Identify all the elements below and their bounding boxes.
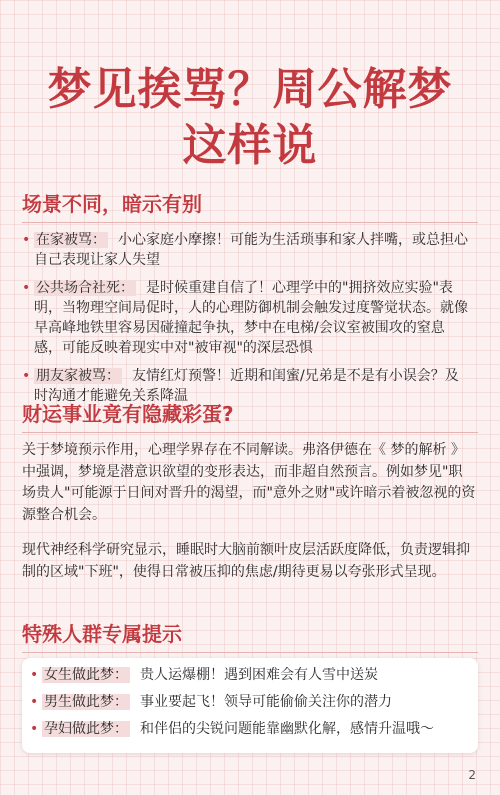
item-text: 事业要起飞！领导可能偷偷关注你的潜力 xyxy=(140,694,392,710)
list-item xyxy=(30,665,468,685)
section-heading-text: 场景不同，暗示有别 xyxy=(22,192,202,216)
section-heading-special-groups xyxy=(22,620,478,653)
section-heading-text: 财运事业竟有隐藏彩蛋? xyxy=(22,402,234,426)
item-key: 在家被骂： xyxy=(36,232,106,248)
title-line-1: 梦见挨骂？周公解梦 xyxy=(47,64,453,115)
bullet-dot-icon: • xyxy=(30,694,39,710)
page-number: 2 xyxy=(468,768,476,782)
section-heading-text: 特殊人群专属提示 xyxy=(22,622,182,646)
bullet-dot-icon: • xyxy=(22,368,31,384)
list-item xyxy=(30,692,468,712)
paragraph-freud: 关于梦境预示作用，心理学界存在不同解读。弗洛伊德在《 梦的解析 》中强调，梦境是潜意识欲望的变形表达，而非超自然预言。例如梦见"职场贵人"可能源于日间对晋升的渴望，而"意外之财"或许暗示着被忽视的资源整合机会。 xyxy=(22,442,476,523)
page-title xyxy=(0,62,500,174)
bullet-dot-icon: • xyxy=(22,232,31,248)
item-text: 友情红灯预警！近期和闺蜜/兄弟是不是有小误会？及时沟通才能避免关系降温 xyxy=(34,368,459,404)
item-text: 贵人运爆棚！遇到困难会有人雪中送炭 xyxy=(140,667,378,683)
item-text: 小心家庭小摩擦！可能为生活琐事和家人拌嘴，或总担心自己表现让家人失望 xyxy=(34,232,468,268)
section-heading-scenes xyxy=(22,190,478,223)
item-text: 和伴侣的尖锐问题能靠幽默化解，感情升温哦～ xyxy=(140,721,434,737)
item-key: 女生做此梦： xyxy=(44,667,128,683)
paragraph-neuroscience: 现代神经科学研究显示，睡眠时大脑前额叶皮层活跃度降低，负责逻辑抑制的区域"下班"，使得日常被压抑的焦虑/期待更易以夸张形式呈现。 xyxy=(22,542,470,580)
section-divider xyxy=(22,652,478,653)
list-item xyxy=(22,230,472,270)
section-divider xyxy=(22,222,478,223)
list-item xyxy=(22,278,472,358)
scene-list xyxy=(22,230,472,414)
item-text: 是时候重建自信了！心理学中的"拥挤效应实验"表明，当物理空间局促时，人的心理防御机制会触发过度警觉状态。就像早高峰地铁里容易因碰撞起争执，梦中在电梯/会议室被围攻的窒息感，可能反映着现实中对"被审视"的深层恐惧 xyxy=(34,280,468,356)
section-heading-fortune xyxy=(22,400,478,433)
tips-card xyxy=(22,658,478,753)
bullet-dot-icon: • xyxy=(22,280,31,296)
item-key: 男生做此梦： xyxy=(44,694,128,710)
section-divider xyxy=(22,432,478,433)
item-key: 孕妇做此梦： xyxy=(44,721,128,737)
bullet-dot-icon: • xyxy=(30,667,39,683)
title-line-2: 这样说 xyxy=(182,120,318,171)
item-key: 朋友家被骂： xyxy=(36,368,120,384)
bullet-dot-icon: • xyxy=(30,721,39,737)
item-key: 公共场合社死： xyxy=(36,280,134,296)
list-item xyxy=(30,719,468,739)
tips-list xyxy=(30,665,468,739)
